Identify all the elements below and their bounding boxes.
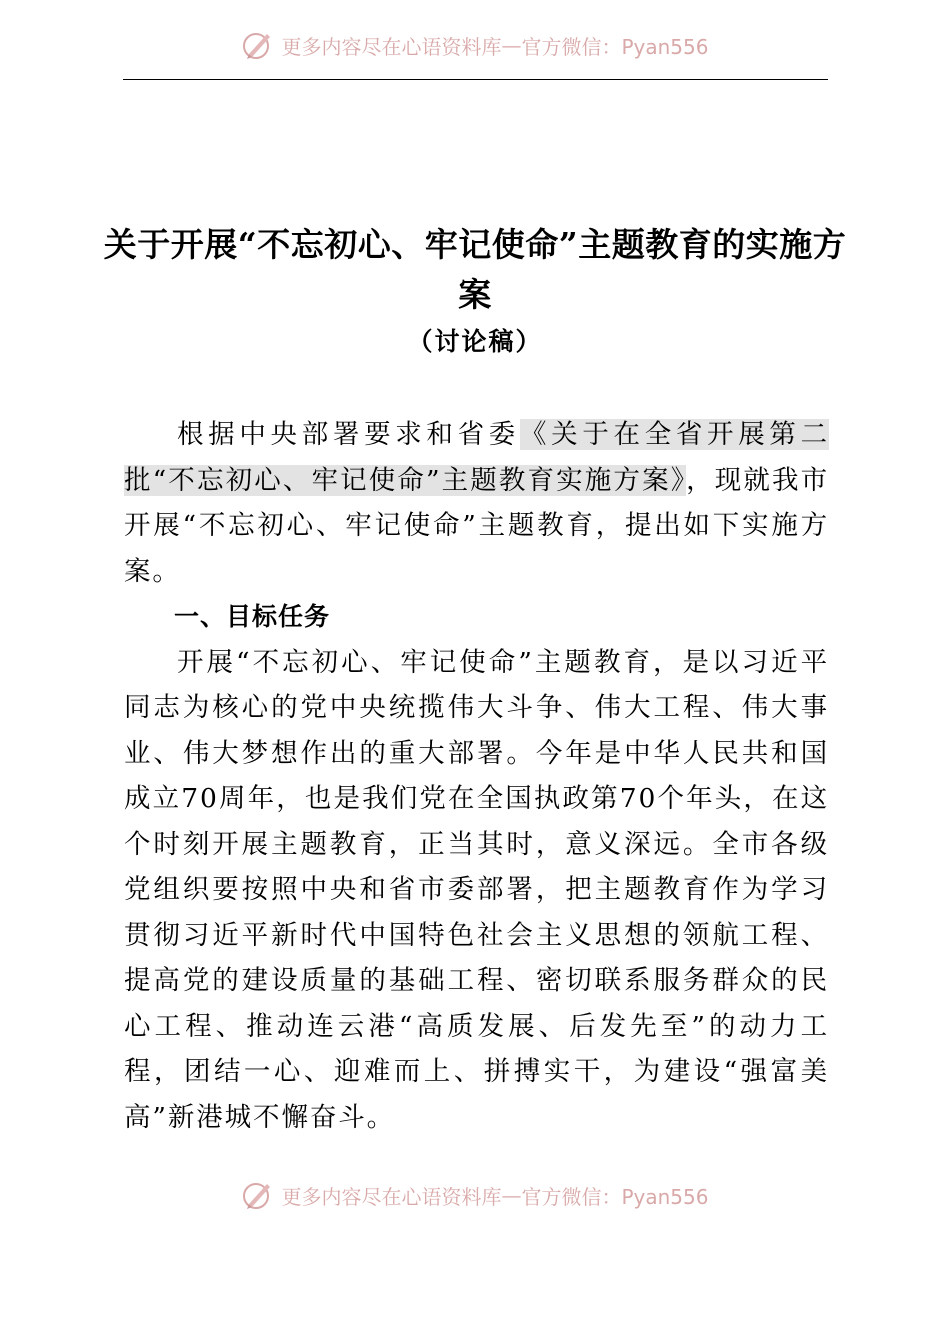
section-heading: 一、目标任务 [174,602,331,631]
footer-brand-text: 更多内容尽在心语资料库 [281,1184,502,1209]
document-subtitle: （讨论稿） [407,327,543,356]
header-brand [0,28,950,62]
pen-logo-icon [241,28,275,62]
footer-brand-separator: — [501,1183,522,1207]
brand-separator: — [501,33,522,57]
document-body [124,412,829,1140]
section-paragraph: 开展“不忘初心、牢记使命”主题教育，是以习近平同志为核心的党中央统揽伟大斗争、伟大工程、伟大事业、伟大梦想作出的重大部署。今年是中华人民共和国成立70周年，也是我们党在全国执政第70个年头，在这个时刻开展主题教育，正当其时，意义深远。全市各级党组织要按照中央和省市委部署，把主题教育作为学习贯彻习近平新时代中国特色社会主义思想的领航工程、提高党的建设质量的基础工程、密切联系服务群众的民心工程、推动连云港“高质发展、后发先至”的动力工程，团结一心、迎难而上、拼搏实干，为建设“强富美高”新港城不懈奋斗。 [124,646,829,1133]
footer-wechat-text: 官方微信：Pyan556 [521,1184,709,1209]
intro-text-1: 根据中央部署要求和省委 [177,419,520,450]
header-rule [123,79,828,80]
footer-brand [0,1178,950,1212]
pen-logo-icon [241,1178,275,1212]
wechat-text: 官方微信：Pyan556 [521,34,709,59]
brand-text: 更多内容尽在心语资料库 [281,34,502,59]
intro-paragraph [124,412,829,594]
document-title: 关于开展“不忘初心、牢记使命”主题教育的实施方案 [103,225,847,314]
intro-text-2: ，现就我市开展“不忘初心、牢记使命”主题教育，提出如下实施方案。 [124,464,829,587]
highlighted-document-title: 《关于在全省开展第二批“不忘初心、牢记使命”主题教育实施方案》 [124,419,830,496]
